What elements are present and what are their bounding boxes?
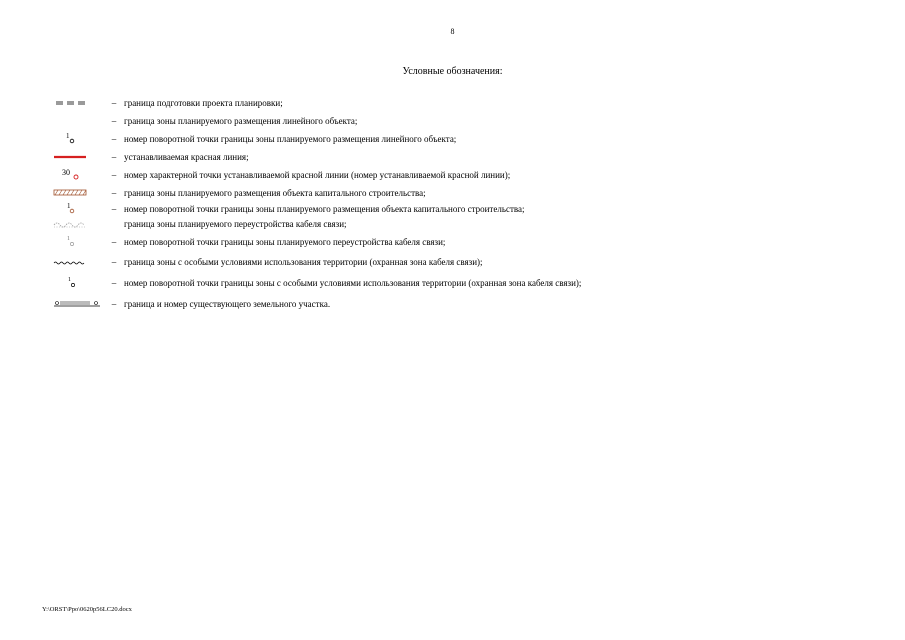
characteristic-point-icon <box>50 168 105 182</box>
legend-item <box>50 114 870 128</box>
solid-red-line-icon <box>50 150 105 164</box>
legend-item <box>50 276 870 290</box>
gray-dashed-line-icon <box>50 96 105 110</box>
legend-text: граница зоны планируемого размещения объекта капитального строительства; <box>124 188 426 198</box>
legend-item <box>50 202 870 216</box>
legend-text: граница зоны с особыми условиями использования территории (охранная зона кабеля связи); <box>124 257 483 267</box>
legend-item <box>50 255 870 269</box>
legend-text: устанавливаемая красная линия; <box>124 152 249 162</box>
legend-dash: – <box>111 257 117 267</box>
point-number-label: 1 <box>67 202 71 210</box>
legend-text: граница подготовки проекта планировки; <box>124 98 283 108</box>
point-number-icon <box>50 235 105 249</box>
legend-dash: – <box>111 170 117 180</box>
wavy-line-icon <box>50 255 105 269</box>
legend-item <box>50 297 870 311</box>
land-plot-icon <box>50 297 105 311</box>
legend-item <box>50 168 870 182</box>
legend-dash: – <box>111 134 117 144</box>
legend-text: граница и номер существующего земельного участка. <box>124 299 331 309</box>
legend-text: номер поворотной точки границы зоны планируемого размещения линейного объекта; <box>124 134 457 144</box>
legend-text: номер поворотной точки границы зоны планируемого переустройства кабеля связи; <box>124 237 446 247</box>
legend-text: граница зоны планируемого переустройства кабеля связи; <box>124 219 347 229</box>
legend-dash: – <box>111 299 117 309</box>
point-number-label: 1 <box>66 132 70 140</box>
legend-item <box>50 132 870 146</box>
characteristic-point-label: 30 <box>62 168 70 177</box>
legend-dash: – <box>111 152 117 162</box>
legend-dash: – <box>111 98 117 108</box>
legend-item <box>50 150 870 164</box>
legend-item <box>50 96 870 110</box>
legend-dash: – <box>111 188 117 198</box>
legend-item <box>50 217 870 231</box>
page-number: 8 <box>450 27 455 36</box>
legend-symbol-empty <box>50 114 105 128</box>
legend-title: Условные обозначения: <box>402 66 503 77</box>
legend-dash: – <box>111 204 117 214</box>
point-number-label: 1 <box>68 277 71 283</box>
legend-dash: – <box>111 278 117 288</box>
legend-dash: – <box>111 116 117 126</box>
legend-text: номер характерной точки устанавливаемой красной линии (номер устанавливаемой красной линии); <box>124 170 511 180</box>
point-number-icon <box>50 276 105 290</box>
hatched-boundary-icon <box>50 186 105 200</box>
legend-item <box>50 186 870 200</box>
legend-text: граница зоны планируемого размещения линейного объекта; <box>124 116 358 126</box>
legend-item <box>50 235 870 249</box>
cable-reconstruction-icon <box>50 217 105 231</box>
legend-dash: – <box>111 237 117 247</box>
point-number-icon <box>50 202 105 216</box>
footer-file-path: Y:\ORST\Ppo\0620p56LC20.docx <box>42 606 132 613</box>
legend-text: номер поворотной точки границы зоны планируемого размещения объекта капитального строительства; <box>124 204 525 214</box>
point-number-label: 1 <box>67 236 70 242</box>
point-number-icon <box>50 132 105 146</box>
legend-text: номер поворотной точки границы зоны с особыми условиями использования территории (охранная зона кабеля связи); <box>124 278 582 288</box>
